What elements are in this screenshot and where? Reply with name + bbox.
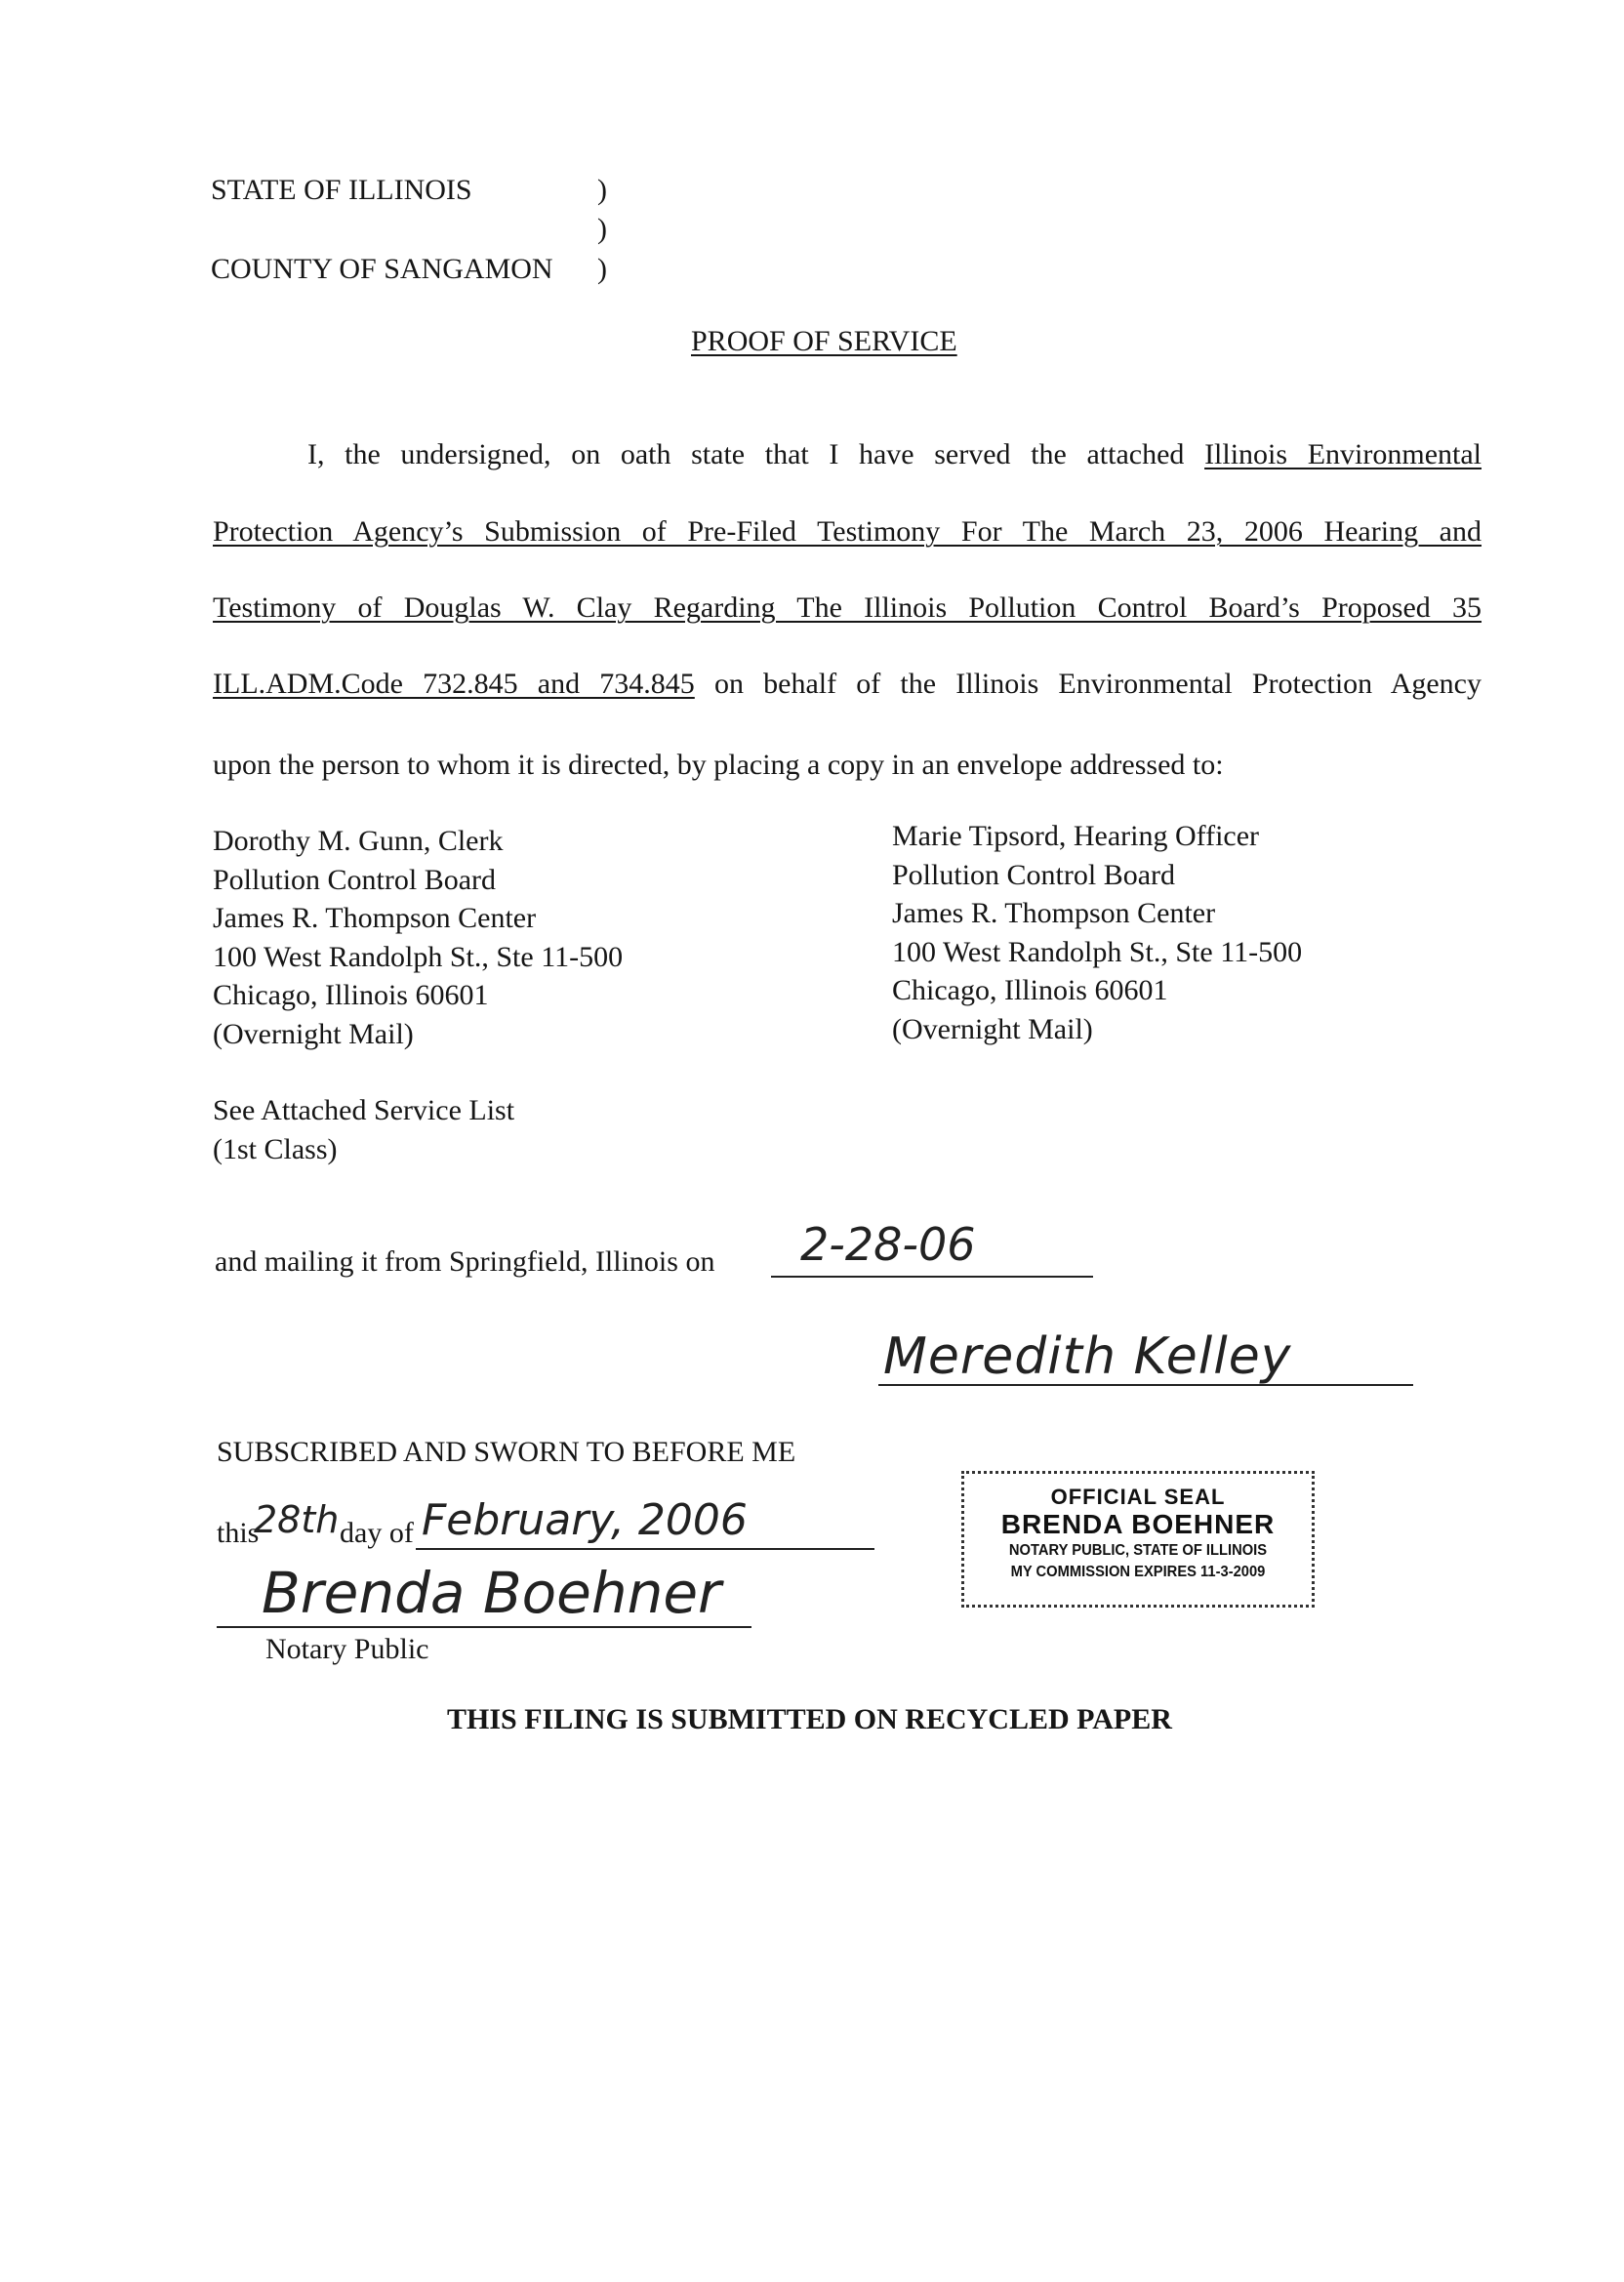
body-line-4-text: on behalf of the Illinois Environmental Protection Agency xyxy=(713,668,1482,700)
document-title-part-1: Illinois Environmental xyxy=(1204,438,1482,470)
document-title-part-4: ILL.ADM.Code 732.845 and 734.845 xyxy=(213,668,695,700)
service-list-line: (1st Class) xyxy=(213,1132,338,1165)
recipient-line: James R. Thompson Center xyxy=(213,902,537,934)
body-line-1-text: I, the undersigned, on oath state that I have served the attached xyxy=(307,438,1185,470)
recipient-clerk xyxy=(213,822,623,1053)
notary-public-label: Notary Public xyxy=(265,1633,429,1665)
body-line-4 xyxy=(213,667,1482,702)
service-list-note xyxy=(213,1091,514,1168)
seal-title: OFFICIAL SEAL xyxy=(1050,1485,1226,1509)
caption-paren-2: ) xyxy=(597,213,607,245)
caption-county: COUNTY OF SANGAMON xyxy=(211,253,553,285)
recipient-line: Marie Tipsord, Hearing Officer xyxy=(892,820,1260,852)
body-line-1 xyxy=(307,437,1482,472)
notary-month-year-handwritten: February, 2006 xyxy=(422,1495,748,1545)
notary-month-line xyxy=(416,1548,874,1550)
recipient-line: Pollution Control Board xyxy=(213,863,497,896)
notary-signature: Brenda Boehner xyxy=(262,1560,721,1626)
body-line-5: upon the person to whom it is directed, by placing a copy in an envelope addressed to: xyxy=(213,749,1224,781)
recipient-line: James R. Thompson Center xyxy=(892,897,1216,929)
recipient-line: Dorothy M. Gunn, Clerk xyxy=(213,825,504,857)
caption-paren-3: ) xyxy=(597,253,607,285)
seal-expiration: MY COMMISSION EXPIRES 11-3-2009 xyxy=(1010,1564,1266,1580)
caption-paren-1: ) xyxy=(597,174,607,206)
notary-this-label: this xyxy=(217,1517,260,1549)
mailing-date-line xyxy=(771,1276,1093,1278)
seal-name: BRENDA BOEHNER xyxy=(1000,1509,1276,1539)
recipient-line: Chicago, Illinois 60601 xyxy=(213,979,489,1011)
service-list-line: See Attached Service List xyxy=(213,1094,515,1126)
page-title: PROOF OF SERVICE xyxy=(691,325,957,357)
recycled-paper-notice: THIS FILING IS SUBMITTED ON RECYCLED PAPER xyxy=(447,1703,1172,1735)
mailing-text: and mailing it from Springfield, Illinois on xyxy=(215,1245,715,1278)
notary-signature-line xyxy=(217,1626,751,1628)
recipient-line: (Overnight Mail) xyxy=(213,1017,414,1050)
body-line-3: Testimony of Douglas W. Clay Regarding The Illinois Pollution Control Board’s Proposed 35 xyxy=(213,591,1482,624)
notary-day-handwritten: 28th xyxy=(254,1498,340,1541)
recipient-line: Chicago, Illinois 60601 xyxy=(892,974,1168,1006)
notary-day-of-label: day of xyxy=(340,1517,414,1549)
body-line-2: Protection Agency’s Submission of Pre-Filed Testimony For The March 23, 2006 Hearing and xyxy=(213,515,1482,548)
recipient-line: 100 West Randolph St., Ste 11-500 xyxy=(213,940,624,973)
seal-notary-state: NOTARY PUBLIC, STATE OF ILLINOIS xyxy=(1008,1542,1268,1559)
recipient-hearing-officer xyxy=(892,817,1302,1048)
caption-state: STATE OF ILLINOIS xyxy=(211,174,472,206)
affiant-signature: Meredith Kelley xyxy=(883,1327,1292,1386)
mailing-date-handwritten: 2-28-06 xyxy=(800,1218,976,1271)
recipient-line: (Overnight Mail) xyxy=(892,1012,1093,1045)
recipient-line: 100 West Randolph St., Ste 11-500 xyxy=(892,935,1303,968)
notary-official-seal xyxy=(961,1471,1315,1608)
subscribed-sworn: SUBSCRIBED AND SWORN TO BEFORE ME xyxy=(217,1436,796,1468)
recipient-line: Pollution Control Board xyxy=(892,858,1176,891)
